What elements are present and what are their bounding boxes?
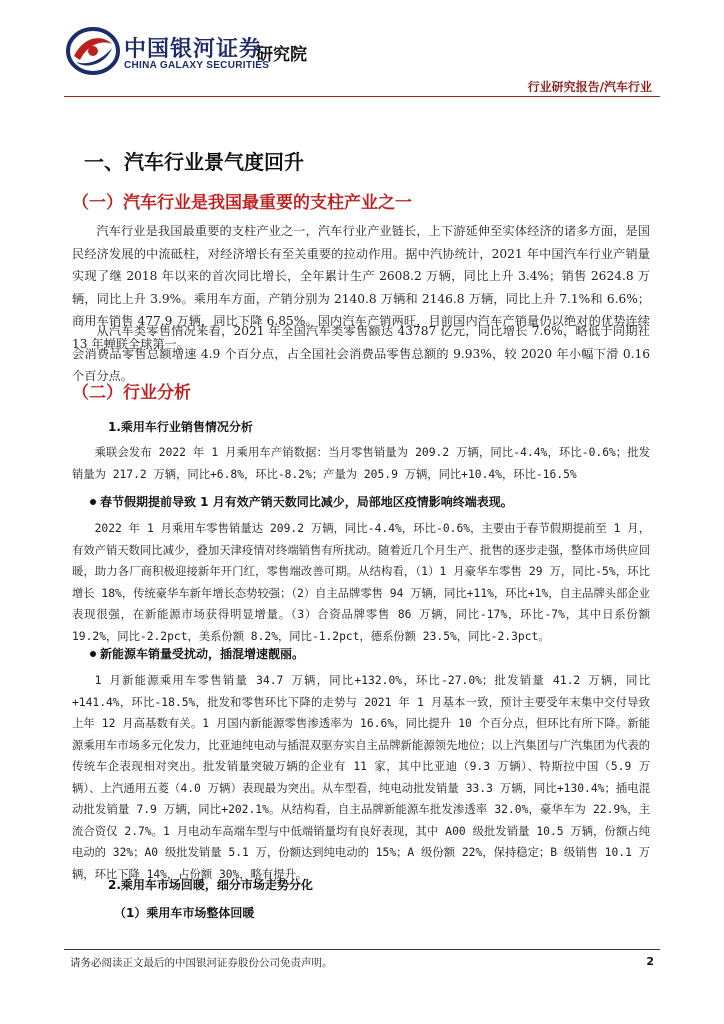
bullet-dot-icon (90, 499, 96, 505)
brand-name-en: CHINA GALAXY SECURITIES (124, 60, 270, 71)
footer-disclaimer: 请务必阅读正文最后的中国银河证券股份公司免责声明。 (70, 957, 333, 969)
bullet-text-1: 春节假期提前导致 1 月有效产销天数同比减少，局部地区疫情影响终端表现。 (100, 495, 513, 509)
galaxy-logo-icon (66, 26, 120, 76)
bullet-point-2 (90, 645, 650, 662)
sub-item-heading: （1）乘用车市场整体回暖 (114, 906, 255, 920)
institute-label: 研究院 (256, 45, 307, 65)
subsection-heading-2: （二）行业分析 (72, 383, 191, 403)
paragraph-cpca-data: 乘联会发布 2022 年 1 月乘用车产销数据：当月零售销量为 209.2 万辆，同比-4.4%，环比-0.6%；批发销量为 217.2 万辆，同比+6.8%，环比-8.2%；产量为 205.9 万辆，同比+10.4%，环比-16.5% (72, 446, 650, 481)
subsection-heading-1: （一）汽车行业是我国最重要的支柱产业之一 (72, 193, 412, 213)
report-category-tag: 行业研究报告/汽车行业 (527, 80, 652, 94)
item-heading-2: 2.乘用车市场回暖，细分市场走势分化 (108, 878, 313, 892)
paragraph-spring-festival: 2022 年 1 月乘用车零售销量达 209.2 万辆，同比-4.4%，环比-0.6%，主要由于春节假期提前至 1 月，有效产销天数同比减少，叠加天津疫情对终端销售有所扰动。随着近几个月生产、批售的逐步走强，整体市场供应回暖，助力各厂商积极迎接新年开门红，零售端改善可期。从结构看，（1）1 月豪华车零售 29 万，同比-5%，环比增长 18%，传统豪华车新年增长态势较强；（2）自主品牌零售 94 万辆，同比+11%，环比+1%，自主品牌头部企业表现很强，在新能源市场获得明显增量。（3）合资品牌零售 86 万辆，同比-17%，环比-7%，其中日系份额 19.2%，同比-2.2pct，美系份额 8.2%，同比-1.2pct，德系份额 23.5%，同比-2.3pct。 (72, 522, 650, 643)
paragraph-industry-overview: 汽车行业是我国最重要的支柱产业之一，汽车行业产业链长，上下游延伸至实体经济的诸多方面，是国民经济发展的中流砥柱，对经济增长有至关重要的拉动作用。据中汽协统计，2021 年中国汽车行业产销量实现了继 2018 年以来的首次同比增长，全年累计生产 2608.2 万辆，同比上升 3.4%；销售 2624.8 万辆，同比上升 3.9%。乘用车方面，产销分别为 2140.8 万辆和 2146.8 万辆，同比上升 7.1%和 6.6%；商用车销售 477.9 万辆，同比下降 6.85%。国内汽车产销两旺，目前国内汽车产销量仍以绝对的优势连续 13 年蝉联全球第一。 (72, 224, 650, 351)
bullet-point-1 (90, 493, 650, 510)
bullet-dot-icon (90, 651, 96, 657)
header-divider (64, 96, 660, 97)
brand-name-cn: 中国银河证券 (124, 37, 263, 62)
page-number: 2 (646, 955, 654, 968)
paragraph-retail-sales: 从汽车类零售情况来看，2021 年全国汽车类零售额达 43787 亿元，同比增长 7.6%，略低于同期社会消费品零售总额增速 4.9 个百分点，占全国社会消费品零售总额的 9.93%，较 2020 年小幅下滑 0.16 个百分点。 (72, 324, 650, 383)
footer-divider (64, 949, 660, 950)
bullet-text-2: 新能源车销量受扰动，插混增速靓丽。 (100, 647, 305, 661)
item-heading-1: 1.乘用车行业销售情况分析 (108, 420, 253, 434)
section-heading: 一、汽车行业景气度回升 (84, 150, 304, 174)
paragraph-nev-sales: 1 月新能源乘用车零售销量 34.7 万辆，同比+132.0%，环比-27.0%；批发销量 41.2 万辆，同比+141.4%，环比-18.5%，批发和零售环比下降的走势与 2021 年 1 月基本一致，预计主要受年末集中交付导致上年 12 月高基数有关。1 月国内新能源零售渗透率为 16.6%，同比提升 10 个百分点，但环比有所下降。新能源乘用车市场多元化发力，比亚迪纯电动与插混双驱夯实自主品牌新能源领先地位；以上汽集团与广汽集团为代表的传统车企表现相对突出。批发销量突破万辆的企业有 11 家，其中比亚迪（9.3 万辆）、特斯拉中国（5.9 万辆）、上汽通用五菱（4.0 万辆）表现最为突出。从车型看，纯电动批发销量 33.3 万辆，同比+130.4%；插电混动批发销量 7.9 万辆，同比+202.1%。从结构看，自主品牌新能源车批发渗透率 32.0%，豪华车为 22.9%，主流合资仅 2.7%。1 月电动车高端车型与中低端销量均有良好表现，其中 A00 级批发销量 10.5 万辆，份额占纯电动的 32%；A0 级批发销量 5.1 万，份额达到纯电动的 15%；A 级份额 22%，保持稳定；B 级销售 10.1 万辆，环比下降 14%，占份额 30%，略有提升。 (72, 674, 650, 881)
